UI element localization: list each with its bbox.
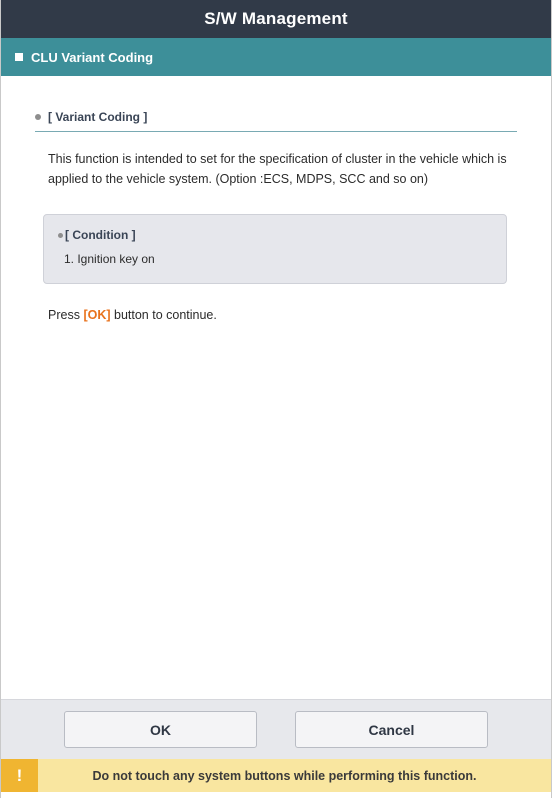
instruction-prefix: Press	[48, 308, 84, 322]
bullet-dot-icon	[35, 114, 41, 120]
button-bar	[1, 699, 551, 759]
window-title: S/W Management	[204, 9, 348, 28]
warning-text: Do not touch any system buttons while performing this function.	[92, 768, 477, 783]
main-content	[1, 110, 551, 322]
cancel-button[interactable]: Cancel	[295, 711, 488, 748]
ok-button[interactable]: OK	[64, 711, 257, 748]
exclamation-icon: !	[1, 759, 38, 792]
condition-item: 1. Ignition key on	[64, 252, 155, 266]
condition-title	[58, 228, 506, 242]
function-description: This function is intended to set for the specification of cluster in the vehicle which is applied to the vehicle system. (Option :ECS, MDPS, SCC and so on)	[48, 152, 507, 186]
square-icon	[15, 53, 23, 61]
instruction-text	[48, 308, 517, 322]
sub-header	[1, 38, 551, 76]
condition-box	[43, 214, 507, 284]
section-heading-text: [ Variant Coding ]	[48, 110, 148, 124]
sub-header-title: CLU Variant Coding	[31, 49, 154, 65]
bullet-dot-icon	[58, 233, 63, 238]
title-bar	[1, 0, 551, 38]
instruction-ok-highlight: [OK]	[83, 308, 111, 322]
instruction-suffix: button to continue.	[110, 308, 217, 322]
warning-bar	[1, 759, 551, 792]
condition-title-text: [ Condition ]	[65, 228, 136, 242]
section-heading	[35, 110, 517, 132]
